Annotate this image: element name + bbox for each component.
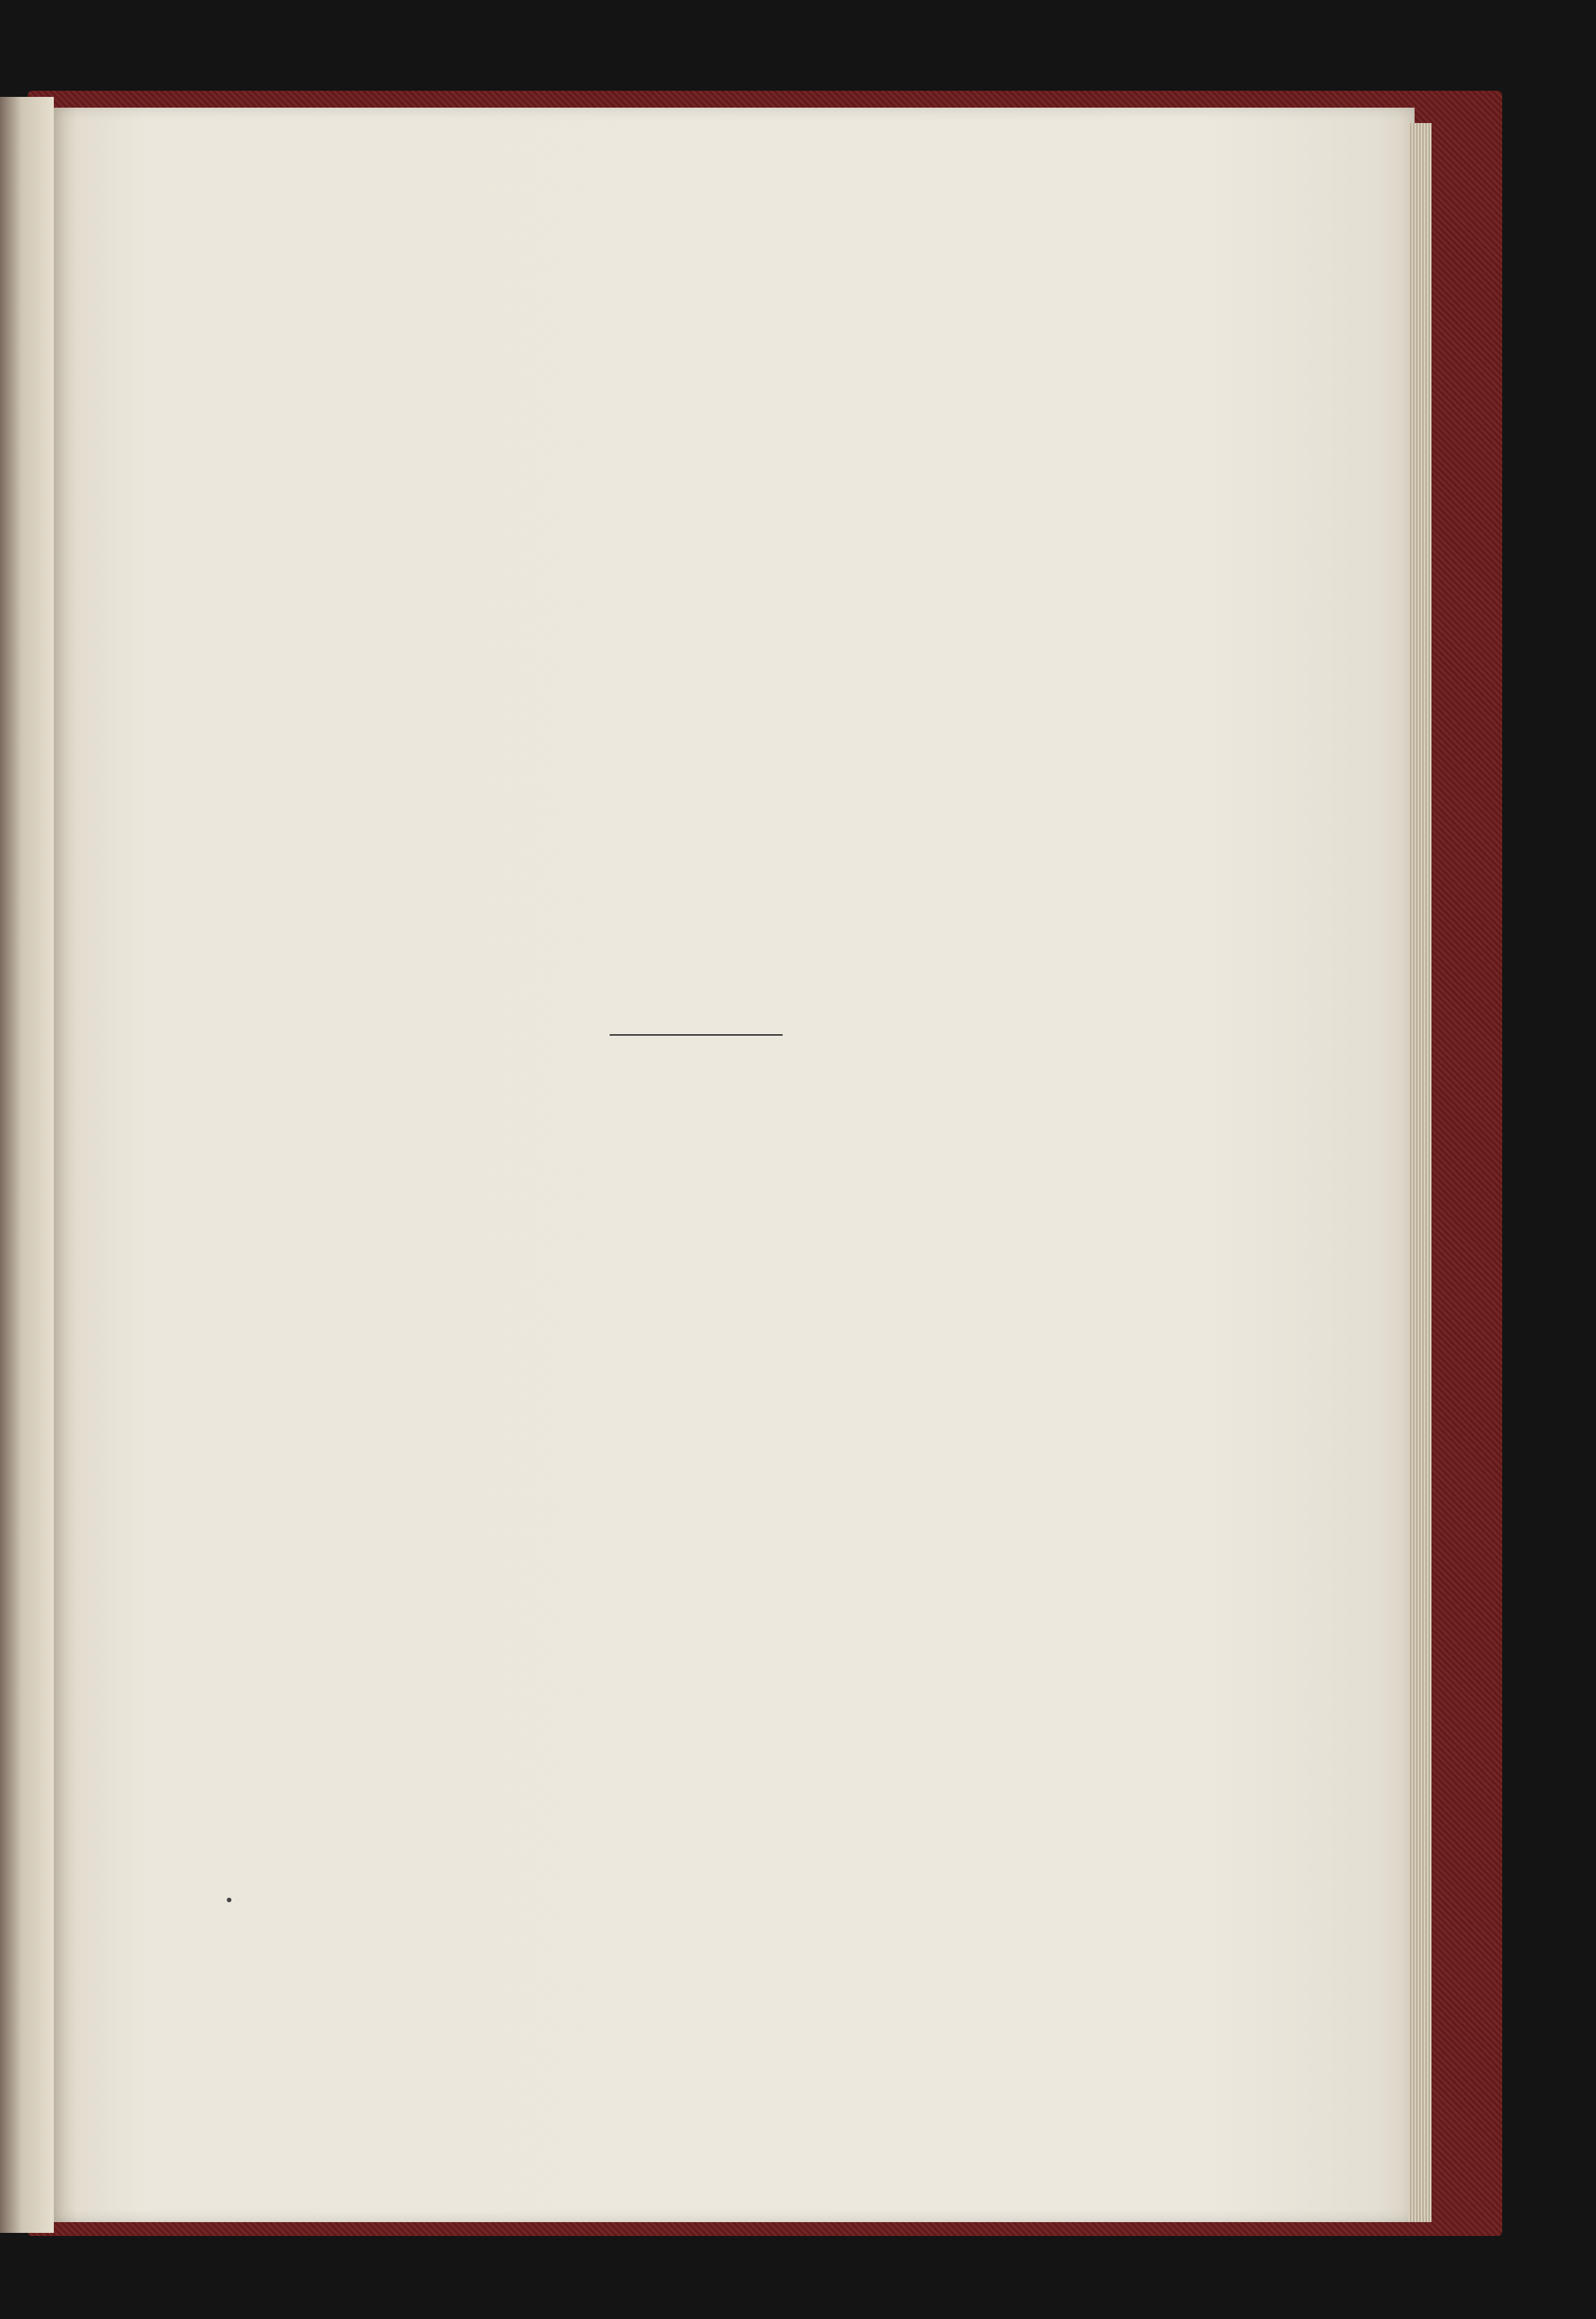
left-page-edge (0, 97, 54, 2233)
page-block-edge (1408, 123, 1431, 2222)
ink-speck (227, 1898, 231, 1902)
section-rule (610, 1034, 783, 1036)
book-page (54, 108, 1415, 2222)
